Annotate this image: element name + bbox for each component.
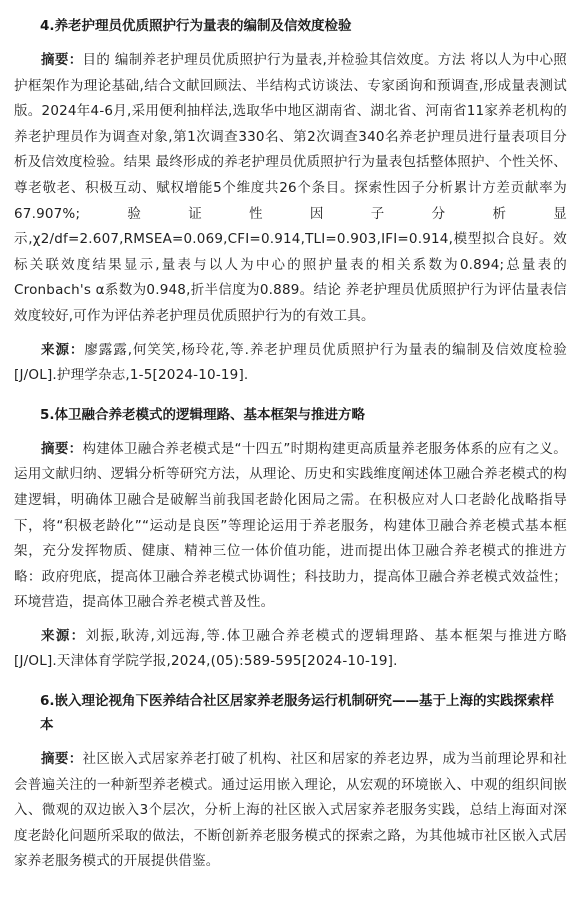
- abstract-text: 构建体卫融合养老模式是“十四五”时期构建更高质量养老服务体系的应有之义。运用文献归纳、逻辑分析等研究方法，从理论、历史和实践维度阐述体卫融合养老模式的构建逻辑，明确体卫融合是破解当前我国老龄化困局之需。在积极应对人口老龄化战略指导下，将“积极老龄化”“运动是良医”等理论运用于养老服务，构建体卫融合养老模式基本框架，充分发挥物质、健康、精神三位一体价值功能，进而提出体卫融合养老模式的推进方略：政府兜底，提高体卫融合养老模式协调性；科技助力，提高体卫融合养老模式效益性；环境营造，提高体卫融合养老模式普及性。: [14, 440, 568, 611]
- abstract-paragraph: [14, 437, 567, 616]
- source-text: 刘振,耿涛,刘远海,等.体卫融合养老模式的逻辑理路、基本框架与推进方略[J/OL].天津体育学院学报,2024,(05):589-595[2024-10-19].: [14, 627, 567, 670]
- source-label: 来源：: [41, 627, 86, 644]
- abstract-label: 摘要：: [41, 751, 83, 768]
- source-paragraph: [14, 338, 567, 389]
- section-gap: [14, 675, 567, 689]
- abstract-label: 摘要：: [41, 52, 83, 68]
- abstract-paragraph: [14, 48, 567, 330]
- source-text: 廖露露,何笑笑,杨玲花,等.养老护理员优质照护行为量表的编制及信效度检验[J/OL].护理学杂志,1-5[2024-10-19].: [14, 341, 567, 384]
- article-title: 5.体卫融合养老模式的逻辑理路、基本框架与推进方略: [40, 406, 366, 423]
- source-paragraph: [14, 624, 567, 675]
- abstract-label: 摘要：: [41, 440, 83, 457]
- abstract-paragraph: [14, 747, 567, 875]
- article-section-4: [14, 14, 567, 389]
- abstract-text: 目的 编制养老护理员优质照护行为量表,并检验其信效度。方法 将以人为中心照护框架作为理论基础,结合文献回顾法、半结构式访谈法、专家函询和预调查,形成量表测试版。2024年4-6月,采用便利抽样法,选取华中地区湖南省、湖北省、河南省11家养老机构的养老护理员作为调查对象,第1次调查330名、第2次调查340名养老护理员进行量表项目分析及信效度检验。结果 最终形成的养老护理员优质照护行为量表包括整体照护、个性关怀、尊老敬老、积极互动、赋权增能5个维度共26个条目。探索性因子分析累计方差贡献率为67.907%;验证性因子分析显示,χ2/df=2.607,RMSEA=0.069,CFI=0.914,TLI=0.903,IFI=0.914,模型拟合良好。效标关联效度结果显示,量表与以人为中心的照护量表的相关系数为0.894;总量表的Cronbach's α系数为0.948,折半信度为0.889。结论 养老护理员优质照护行为评估量表信效度较好,可作为评估养老护理员优质照护行为的有效工具。: [14, 52, 567, 324]
- source-label: 来源：: [41, 341, 85, 358]
- article-title: 4.养老护理员优质照护行为量表的编制及信效度检验: [40, 18, 352, 34]
- article-title: 6.嵌入理论视角下医养结合社区居家养老服务运行机制研究——基于上海的实践探索样本: [40, 693, 555, 734]
- article-section-6: [14, 689, 567, 875]
- section-gap: [14, 389, 567, 403]
- abstract-text: 社区嵌入式居家养老打破了机构、社区和居家的养老边界，成为当前理论界和社会普遍关注的一种新型养老模式。通过运用嵌入理论，从宏观的环境嵌入、中观的组织间嵌入、微观的双边嵌入3个层次，分析上海的社区嵌入式居家养老服务实践，总结上海面对深度老龄化问题所采取的做法，不断创新养老服务模式的探索之路，为其他城市社区嵌入式居家养老服务模式的开展提供借鉴。: [14, 751, 567, 870]
- article-section-5: [14, 403, 567, 675]
